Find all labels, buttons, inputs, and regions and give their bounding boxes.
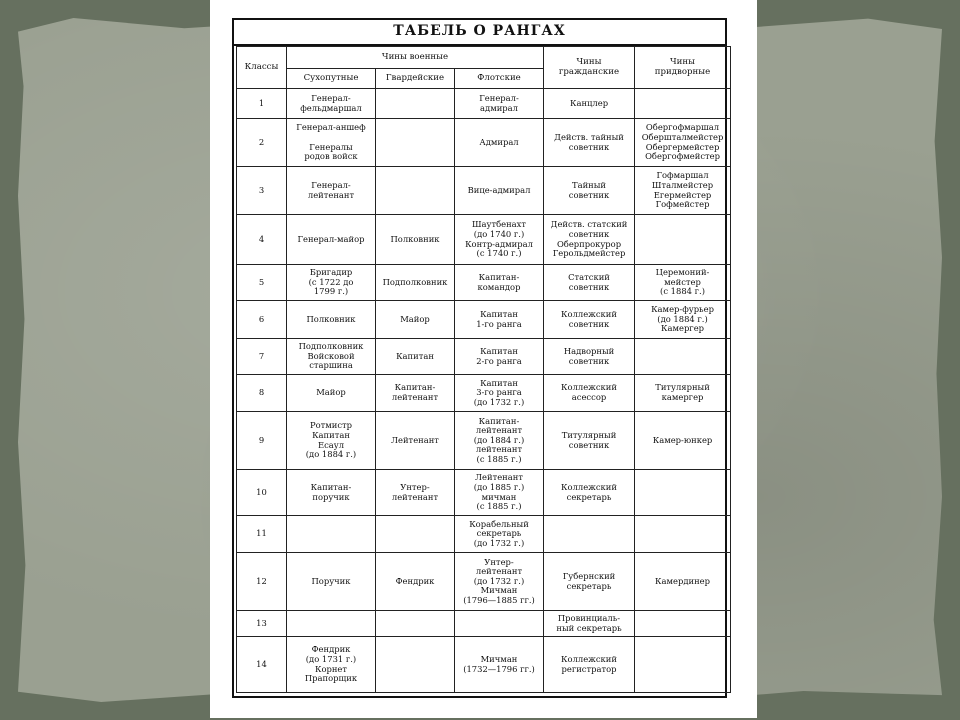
court-rank [635, 470, 731, 516]
land-rank: Генерал-аншеф Генералы родов войск [287, 119, 376, 167]
class-number: 13 [237, 611, 287, 637]
ranks-table [236, 46, 731, 693]
table-row [237, 375, 731, 412]
table-row [237, 215, 731, 265]
table-row [237, 516, 731, 553]
court-rank [635, 611, 731, 637]
court-rank [635, 215, 731, 265]
guards-rank [376, 89, 455, 119]
court-rank [635, 637, 731, 693]
civil-rank: Действ. статский советник Оберпрокурор Герольдмейстер [544, 215, 635, 265]
guards-rank [376, 167, 455, 215]
table-row [237, 89, 731, 119]
naval-rank: Лейтенант (до 1885 г.) мичман (с 1885 г.) [455, 470, 544, 516]
court-rank: Камер-юнкер [635, 412, 731, 470]
land-rank: Генерал-майор [287, 215, 376, 265]
header-court: Чины придворные [635, 47, 731, 89]
naval-rank [455, 611, 544, 637]
civil-rank: Коллежский советник [544, 301, 635, 339]
guards-rank: Лейтенант [376, 412, 455, 470]
class-number: 2 [237, 119, 287, 167]
class-number: 10 [237, 470, 287, 516]
land-rank: Бригадир (с 1722 до 1799 г.) [287, 265, 376, 301]
court-rank: Титулярный камергер [635, 375, 731, 412]
naval-rank: Адмирал [455, 119, 544, 167]
court-rank: Обергофмаршал Обершталмейстер Обергермейстер Обергофмейстер [635, 119, 731, 167]
land-rank: Майор [287, 375, 376, 412]
table-row [237, 412, 731, 470]
land-rank: Ротмистр Капитан Есаул (до 1884 г.) [287, 412, 376, 470]
naval-rank: Унтер- лейтенант (до 1732 г.) Мичман (1796—1885 гг.) [455, 553, 544, 611]
table-row [237, 119, 731, 167]
court-rank [635, 339, 731, 375]
class-number: 7 [237, 339, 287, 375]
civil-rank: Статский советник [544, 265, 635, 301]
table-row [237, 339, 731, 375]
class-number: 9 [237, 412, 287, 470]
civil-rank: Действ. тайный советник [544, 119, 635, 167]
civil-rank: Провинциаль- ный секретарь [544, 611, 635, 637]
land-rank: Подполковник Войсковой старшина [287, 339, 376, 375]
civil-rank: Канцлер [544, 89, 635, 119]
land-rank [287, 516, 376, 553]
guards-rank [376, 119, 455, 167]
header-guards: Гвардейские [376, 69, 455, 89]
header-civil: Чины гражданские [544, 47, 635, 89]
civil-rank: Тайный советник [544, 167, 635, 215]
guards-rank: Фендрик [376, 553, 455, 611]
land-rank: Генерал- лейтенант [287, 167, 376, 215]
page-title: ТАБЕЛЬ О РАНГАХ [232, 18, 727, 46]
header-naval: Флотские [455, 69, 544, 89]
table-row [237, 637, 731, 693]
class-number: 3 [237, 167, 287, 215]
guards-rank: Капитан- лейтенант [376, 375, 455, 412]
table-row [237, 301, 731, 339]
court-rank: Камердинер [635, 553, 731, 611]
naval-rank: Генерал- адмирал [455, 89, 544, 119]
court-rank: Камер-фурьер (до 1884 г.) Камергер [635, 301, 731, 339]
class-number: 8 [237, 375, 287, 412]
civil-rank: Титулярный советник [544, 412, 635, 470]
table-row [237, 553, 731, 611]
court-rank: Церемоний- мейстер (с 1884 г.) [635, 265, 731, 301]
class-number: 6 [237, 301, 287, 339]
class-number: 4 [237, 215, 287, 265]
guards-rank: Полковник [376, 215, 455, 265]
table-row [237, 470, 731, 516]
class-number: 1 [237, 89, 287, 119]
class-number: 14 [237, 637, 287, 693]
header-land: Сухопутные [287, 69, 376, 89]
class-number: 5 [237, 265, 287, 301]
naval-rank: Мичман (1732—1796 гг.) [455, 637, 544, 693]
naval-rank: Капитан 3-го ранга (до 1732 г.) [455, 375, 544, 412]
civil-rank: Коллежский асессор [544, 375, 635, 412]
guards-rank: Унтер- лейтенант [376, 470, 455, 516]
land-rank: Капитан- поручик [287, 470, 376, 516]
guards-rank: Подполковник [376, 265, 455, 301]
land-rank: Полковник [287, 301, 376, 339]
land-rank: Генерал- фельдмаршал [287, 89, 376, 119]
table-row [237, 167, 731, 215]
class-number: 11 [237, 516, 287, 553]
civil-rank [544, 516, 635, 553]
guards-rank [376, 611, 455, 637]
table-row [237, 611, 731, 637]
court-rank: Гофмаршал Шталмейстер Егермейстер Гофмейстер [635, 167, 731, 215]
civil-rank: Коллежский регистратор [544, 637, 635, 693]
naval-rank: Капитан- лейтенант (до 1884 г.) лейтенант (с 1885 г.) [455, 412, 544, 470]
naval-rank: Капитан 1-го ранга [455, 301, 544, 339]
civil-rank: Надворный советник [544, 339, 635, 375]
guards-rank: Майор [376, 301, 455, 339]
land-rank: Поручик [287, 553, 376, 611]
class-number: 12 [237, 553, 287, 611]
court-rank [635, 89, 731, 119]
land-rank: Фендрик (до 1731 г.) Корнет Прапорщик [287, 637, 376, 693]
naval-rank: Шаутбенахт (до 1740 г.) Контр-адмирал (с 1740 г.) [455, 215, 544, 265]
naval-rank: Капитан 2-го ранга [455, 339, 544, 375]
naval-rank: Корабельный секретарь (до 1732 г.) [455, 516, 544, 553]
table-row [237, 265, 731, 301]
guards-rank [376, 516, 455, 553]
header-military: Чины военные [287, 47, 544, 69]
naval-rank: Вице-адмирал [455, 167, 544, 215]
header-classes: Классы [237, 47, 287, 89]
naval-rank: Капитан- командор [455, 265, 544, 301]
guards-rank: Капитан [376, 339, 455, 375]
guards-rank [376, 637, 455, 693]
land-rank [287, 611, 376, 637]
civil-rank: Коллежский секретарь [544, 470, 635, 516]
civil-rank: Губернский секретарь [544, 553, 635, 611]
court-rank [635, 516, 731, 553]
